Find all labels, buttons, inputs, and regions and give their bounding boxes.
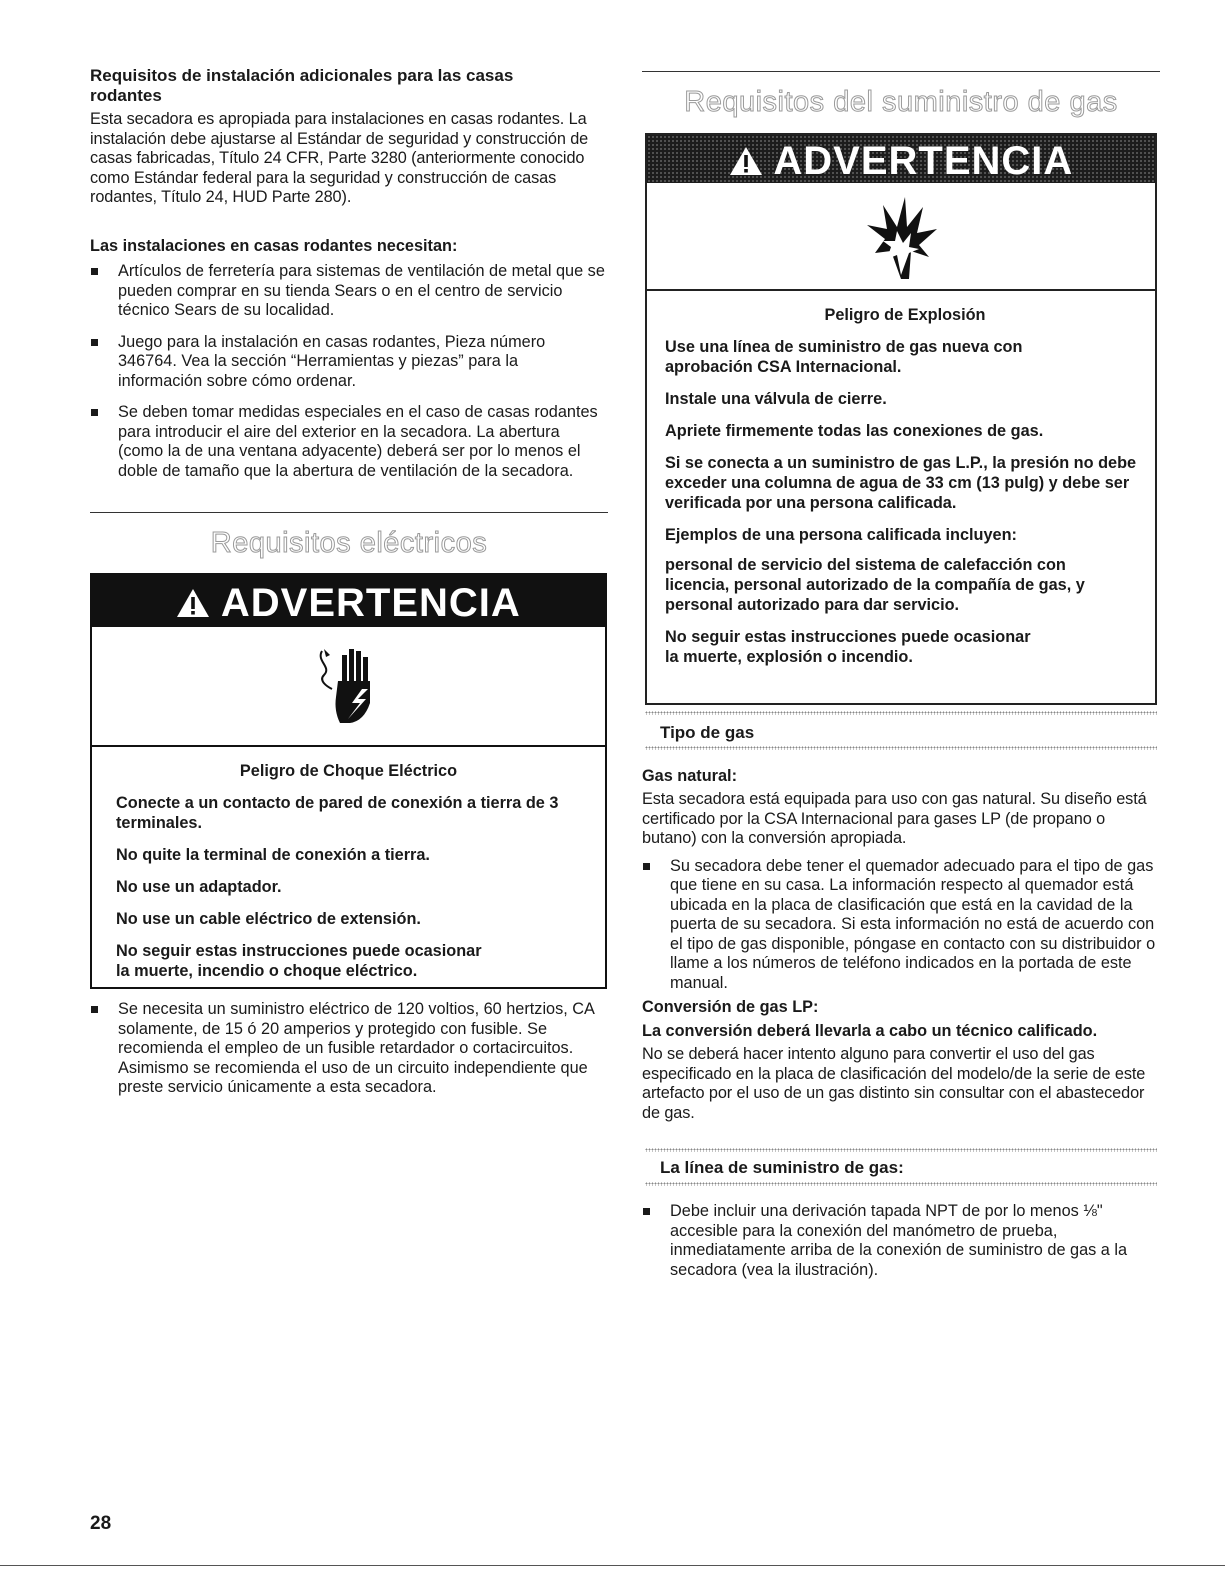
bullet-icon [91,339,98,346]
bullet-icon [91,1006,98,1013]
list-item-text: Se deben tomar medidas especiales en el caso de casas rodantes para introducir el aire del exterior en la secadora. La abertura (como la de una ventana adyacente) deberá ser por lo menos el doble de tamaño que la abertura de ventilación de la secadora. [118,403,598,480]
gas-type-heading: Tipo de gas [660,723,755,742]
list-item [90,333,605,392]
page-number: 28 [90,1513,112,1534]
warning-header [647,135,1155,183]
gas-warning-box [645,133,1157,705]
list-item [90,1000,605,1098]
page-bottom-rule [0,1565,1225,1566]
warning-line: personal de servicio del sistema de calefacción con licencia, personal autorizado de la compañía de gas, y personal autorizado para dar servicio. [665,556,1085,614]
dotted-divider [645,746,1157,750]
warning-line: Use una línea de suministro de gas nueva con aprobación CSA Internacional. [665,338,1023,376]
list-item-text: Juego para la instalación en casas rodantes, Pieza número 346764. Vea la sección “Herramientas y piezas” para la información sobre cómo ordenar. [118,332,546,390]
explosion-icon [647,183,1155,291]
warning-line: Instale una válvula de cierre. [665,390,887,408]
warning-line: No seguir estas instrucciones puede ocasionar la muerte, incendio o choque eléctrico. [116,942,482,980]
mobile-home-title: Requisitos de instalación adicionales para las casas rodantes [90,66,514,105]
dotted-divider [645,1148,1157,1152]
bullet-icon [91,268,98,275]
hazard-title: Peligro de Explosión [824,306,986,324]
warning-body [647,291,1155,667]
list-item [642,1202,1160,1280]
natural-gas-paragraph: Esta secadora está equipada para uso con gas natural. Su diseño está certificado por la CSA Internacional para gases LP (de propano o butano) con la conversión apropiada. [642,790,1147,847]
warning-header [92,575,605,627]
warning-line: No use un adaptador. [116,878,282,896]
warning-triangle-icon [729,139,774,183]
electric-shock-icon [92,627,605,747]
list-item-text: Se necesita un suministro eléctrico de 120 voltios, 60 hertzios, CA solamente, de 15 ó 20 amperios y protegido con fusible. Se recomienda el empleo de un fusible retardador o cortacircuitos. Asimismo se recomienda el uso de un circuito independiente que preste servicio únicamente a esta secadora. [118,1000,595,1096]
gas-section-title: Requisitos del suministro de gas [684,86,1118,118]
warning-header-text: ADVERTENCIA [220,581,521,625]
mobile-needs-list [90,262,605,481]
warning-line: Conecte a un contacto de pared de conexión a tierra de 3 terminales. [116,794,559,832]
dotted-divider [645,1182,1157,1186]
natural-gas-heading: Gas natural: [642,767,738,785]
mobile-needs-heading: Las instalaciones en casas rodantes necesitan: [90,237,458,255]
lp-conversion-subheading: La conversión deberá llevarla a cabo un técnico calificado. [642,1022,1098,1040]
list-item-text: Debe incluir una derivación tapada NPT de por lo menos ⅛" accesible para la conexión del manómetro de prueba, inmediatamente arriba de la conexión de suministro de gas a la secadora (vea la ilustración). [670,1202,1128,1279]
mobile-home-paragraph: Esta secadora es apropiada para instalaciones en casas rodantes. La instalación debe ajustarse al Estándar de seguridad y construcción de casas fabricadas, Título 24 CFR, Parte 3280 (anteriormente conocido como Estándar federal para la seguridad y construcción de casas rodantes, Título 24, HUD Parte 280). [90,110,589,206]
list-item-text: Artículos de ferretería para sistemas de ventilación de metal que se pueden comprar en su tienda Sears o en el centro de servicio técnico Sears de su localidad. [118,262,605,319]
natural-gas-list [642,857,1160,994]
bullet-icon [91,409,98,416]
bullet-icon [643,1208,650,1215]
lp-conversion-paragraph: No se deberá hacer intento alguno para convertir el uso del gas especificado en la placa de clasificación del modelo/de la serie de este artefacto por el uso de un gas distinto sin consultar con el abastecedor de gas. [642,1045,1146,1122]
section-divider [642,71,1160,72]
dotted-divider [645,711,1157,715]
warning-body [92,747,605,981]
electrical-warning-box [90,573,607,989]
warning-line: No quite la terminal de conexión a tierra. [116,846,430,864]
warning-line: No seguir estas instrucciones puede ocasionar la muerte, explosión o incendio. [665,628,1031,666]
electrical-section-title: Requisitos eléctricos [210,527,488,559]
warning-header-text: ADVERTENCIA [773,139,1074,183]
warning-line: Ejemplos de una persona calificada incluyen: [665,526,1017,544]
warning-line: Apriete firmemente todas las conexiones de gas. [665,422,1044,440]
supply-line-heading: La línea de suministro de gas: [660,1158,904,1177]
warning-line: Si se conecta a un suministro de gas L.P., la presión no debe exceder una columna de agua de 33 cm (13 pulg) y debe ser verificada por una persona calificada. [665,454,1137,512]
hazard-title: Peligro de Choque Eléctrico [239,762,458,780]
lp-conversion-heading: Conversión de gas LP: [642,998,819,1016]
list-item-text: Su secadora debe tener el quemador adecuado para el tipo de gas que tiene en su casa. La información respecto al quemador está ubicada en la placa de clasificación que está en la cavidad de la puerta de su secadora. Si esta información no está de acuerdo con el tipo de gas disponible, póngase en contacto con su distribuidor o llame a los números de teléfono indicados en la portada de este manual. [670,856,1156,992]
bullet-icon [643,863,650,870]
supply-line-list [642,1202,1160,1280]
power-supply-list [90,1000,605,1098]
warning-triangle-icon [176,581,221,625]
warning-line: No use un cable eléctrico de extensión. [116,910,421,928]
list-item [90,403,605,481]
section-divider [90,512,608,513]
list-item [642,857,1160,994]
list-item [90,262,605,321]
